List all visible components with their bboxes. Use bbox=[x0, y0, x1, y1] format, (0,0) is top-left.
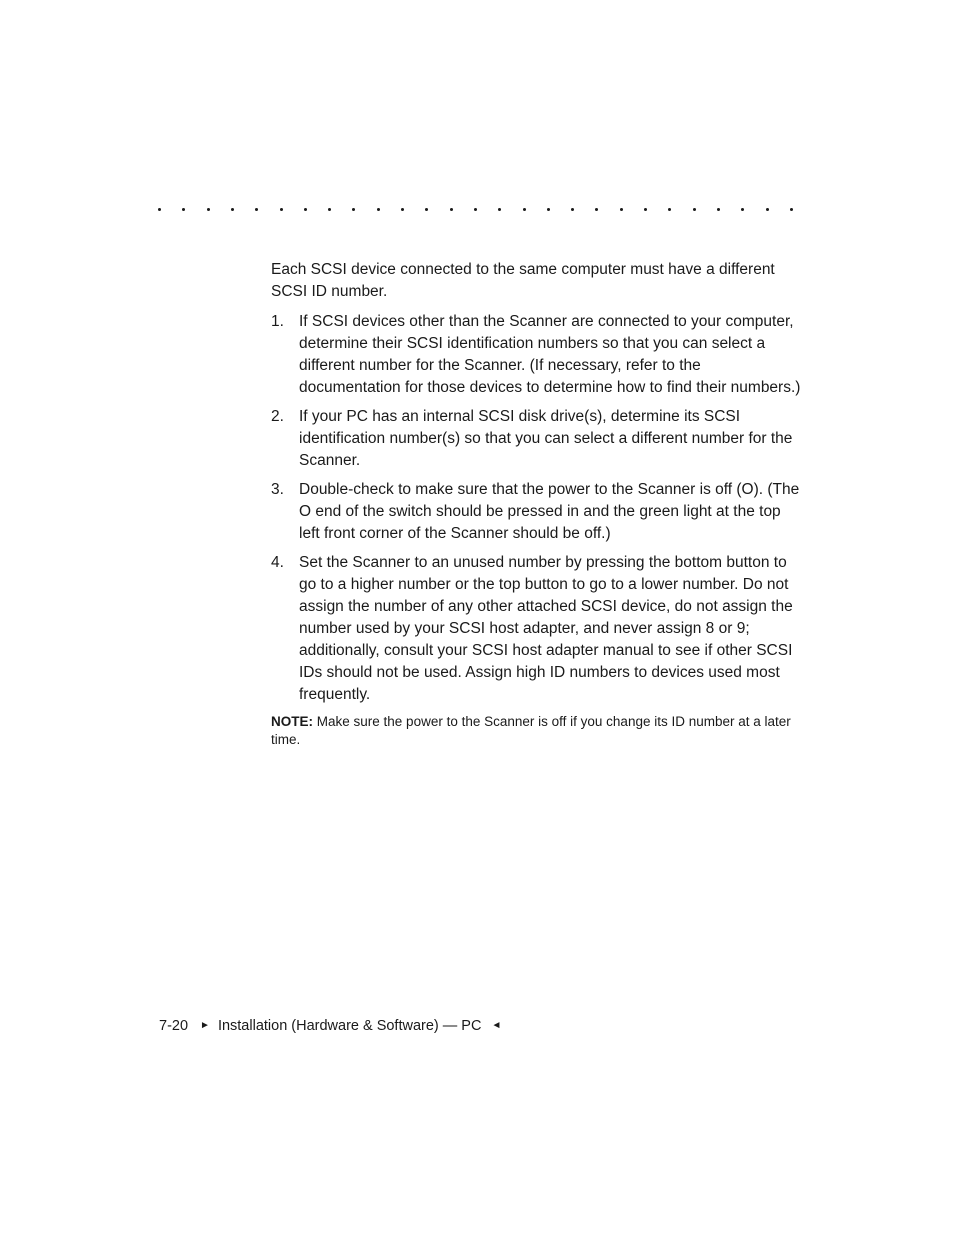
rule-dot bbox=[717, 208, 720, 211]
rule-dot bbox=[450, 208, 453, 211]
rule-dot bbox=[498, 208, 501, 211]
note-paragraph bbox=[271, 713, 801, 749]
rule-dot bbox=[571, 208, 574, 211]
steps-list bbox=[271, 311, 801, 706]
step-item bbox=[271, 552, 801, 706]
note-label: NOTE: bbox=[271, 714, 313, 729]
rule-dot bbox=[328, 208, 331, 211]
section-title: Installation (Hardware & Software) — PC bbox=[217, 1018, 482, 1034]
rule-dot bbox=[547, 208, 550, 211]
arrow-left-icon: ◄ bbox=[491, 1020, 502, 1031]
rule-dot bbox=[352, 208, 355, 211]
rule-dot bbox=[474, 208, 477, 211]
rule-dot bbox=[425, 208, 428, 211]
step-text: Set the Scanner to an unused number by pressing the bottom button to go to a higher number or the top button to go to a lower number. Do not assign the number of any other attached SCSI device, do not assign the number used by your SCSI host adapter, and never assign 8 or 9; additionally, consult your SCSI host adapter manual to see if other SCSI IDs should not be used. Assign high ID numbers to devices used most frequently. bbox=[299, 554, 793, 703]
rule-dot bbox=[280, 208, 283, 211]
note-text: Make sure the power to the Scanner is off if you change its ID number at a later time. bbox=[271, 714, 791, 747]
main-content bbox=[271, 259, 801, 763]
step-number: 4. bbox=[271, 554, 284, 571]
rule-dot bbox=[766, 208, 769, 211]
rule-dot bbox=[304, 208, 307, 211]
rule-dot bbox=[377, 208, 380, 211]
intro-paragraph: Each SCSI device connected to the same computer must have a different SCSI ID number. bbox=[271, 261, 775, 300]
rule-dot bbox=[693, 208, 696, 211]
step-item bbox=[271, 479, 801, 545]
rule-dot bbox=[207, 208, 210, 211]
step-item bbox=[271, 406, 801, 472]
rule-dot bbox=[741, 208, 744, 211]
step-number: 1. bbox=[271, 313, 284, 330]
step-text: If your PC has an internal SCSI disk drive(s), determine its SCSI identification number(s) so that you can select a different number for the Scanner. bbox=[299, 408, 793, 469]
page-footer bbox=[159, 1016, 501, 1036]
step-text: If SCSI devices other than the Scanner are connected to your computer, determine their SCSI identification numbers so that you can select a different number for the Scanner. (If necessary, refer to the documentation for those devices to determine how to find their numbers.) bbox=[299, 313, 801, 396]
step-number: 2. bbox=[271, 408, 284, 425]
rule-dot bbox=[644, 208, 647, 211]
rule-dot bbox=[182, 208, 185, 211]
rule-dot bbox=[595, 208, 598, 211]
rule-dot bbox=[790, 208, 793, 211]
step-text: Double-check to make sure that the power to the Scanner is off (O). (The O end of the switch should be pressed in and the green light at the top left front corner of the Scanner should be off.) bbox=[299, 481, 800, 542]
rule-dot bbox=[158, 208, 161, 211]
page-number: 7-20 bbox=[159, 1018, 189, 1034]
arrow-right-icon: ► bbox=[200, 1020, 210, 1031]
step-number: 3. bbox=[271, 481, 284, 498]
rule-dot bbox=[401, 208, 404, 211]
rule-dot bbox=[668, 208, 671, 211]
rule-dot bbox=[620, 208, 623, 211]
rule-dot bbox=[231, 208, 234, 211]
rule-dot bbox=[255, 208, 258, 211]
step-item bbox=[271, 311, 801, 399]
dotted-rule bbox=[148, 204, 798, 216]
rule-dot bbox=[523, 208, 526, 211]
